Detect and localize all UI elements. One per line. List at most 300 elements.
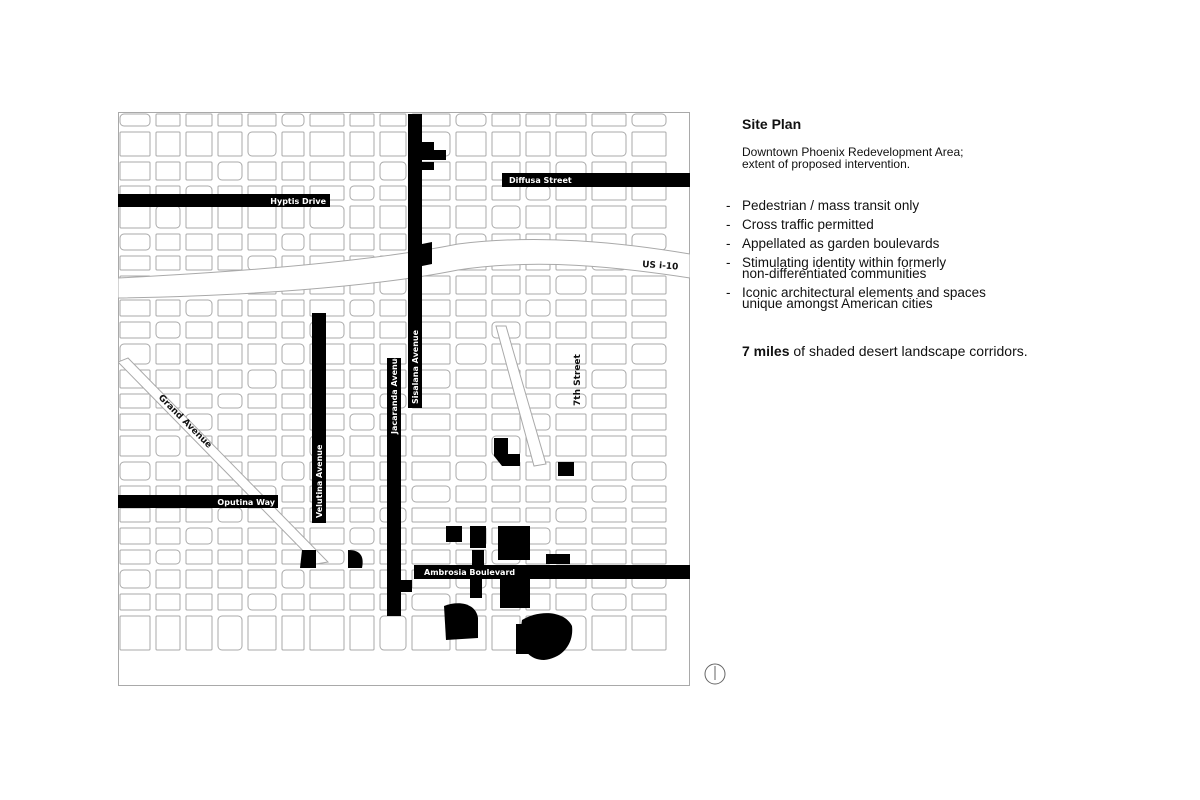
city-block bbox=[592, 370, 626, 388]
corridor-label: Ambrosia Boulevard bbox=[424, 568, 516, 577]
city-block bbox=[218, 394, 242, 408]
city-block bbox=[350, 370, 374, 388]
city-block bbox=[218, 132, 242, 156]
city-block bbox=[248, 132, 276, 156]
city-block bbox=[186, 132, 212, 156]
city-block bbox=[350, 234, 374, 250]
city-block bbox=[380, 616, 406, 650]
city-block bbox=[350, 114, 374, 126]
city-block bbox=[282, 436, 304, 456]
city-block bbox=[120, 550, 150, 564]
city-block bbox=[556, 528, 586, 544]
city-block bbox=[218, 206, 242, 228]
city-block bbox=[632, 300, 666, 316]
city-block bbox=[592, 186, 626, 200]
city-block bbox=[218, 234, 242, 250]
city-block bbox=[456, 300, 486, 316]
corridor-label: Oputina Way bbox=[217, 498, 275, 507]
city-block bbox=[350, 206, 374, 228]
city-block bbox=[186, 550, 212, 564]
city-block bbox=[310, 594, 344, 610]
city-block bbox=[218, 344, 242, 364]
city-block bbox=[218, 256, 242, 270]
city-block bbox=[632, 486, 666, 502]
city-block bbox=[218, 414, 242, 430]
city-block bbox=[218, 570, 242, 588]
landmark-building bbox=[472, 550, 484, 566]
city-block bbox=[556, 594, 586, 610]
corridor-hyptis-drive bbox=[118, 194, 330, 207]
landmark-building bbox=[300, 550, 316, 568]
city-block bbox=[556, 486, 586, 502]
corridor-label: Sisalana Avenue bbox=[411, 329, 420, 404]
corridor-label: Velutina Avenue bbox=[315, 444, 324, 518]
city-block bbox=[156, 300, 180, 316]
city-block bbox=[556, 436, 586, 456]
city-block bbox=[120, 462, 150, 480]
city-block bbox=[526, 508, 550, 522]
city-block bbox=[156, 256, 180, 270]
city-block bbox=[310, 162, 344, 180]
landmark-building bbox=[432, 150, 446, 160]
city-block bbox=[632, 436, 666, 456]
north-arrow-icon bbox=[704, 663, 726, 685]
city-block bbox=[632, 370, 666, 388]
city-block bbox=[310, 206, 344, 228]
city-block bbox=[350, 300, 374, 316]
city-block bbox=[282, 616, 304, 650]
legend-bullet-text: non-differentiated communities bbox=[742, 266, 927, 281]
city-block bbox=[456, 132, 486, 156]
city-block bbox=[282, 570, 304, 588]
legend-subtitle bbox=[742, 146, 1162, 170]
city-block bbox=[380, 186, 406, 200]
city-block bbox=[492, 114, 520, 126]
city-block bbox=[526, 186, 550, 200]
city-block bbox=[120, 594, 150, 610]
summary-statement bbox=[742, 343, 1162, 359]
city-block bbox=[632, 594, 666, 610]
corridor-sisalana-avenue bbox=[408, 114, 422, 408]
city-block bbox=[120, 132, 150, 156]
legend-bullet-item bbox=[726, 255, 1162, 281]
city-block bbox=[492, 186, 520, 200]
city-block bbox=[120, 206, 150, 228]
corridor-velutina-avenue bbox=[312, 313, 326, 523]
city-block bbox=[120, 508, 150, 522]
city-block bbox=[592, 486, 626, 502]
city-block bbox=[456, 508, 486, 522]
legend-bullet-text: Cross traffic permitted bbox=[742, 217, 874, 232]
city-block bbox=[526, 206, 550, 228]
city-block bbox=[156, 550, 180, 564]
city-block bbox=[156, 508, 180, 522]
city-block bbox=[218, 300, 242, 316]
city-block bbox=[592, 344, 626, 364]
city-block bbox=[492, 276, 520, 294]
city-block bbox=[156, 370, 180, 388]
city-block bbox=[592, 322, 626, 338]
city-block bbox=[492, 486, 520, 502]
bullet-dash: - bbox=[726, 236, 731, 251]
city-block bbox=[120, 570, 150, 588]
city-block bbox=[156, 162, 180, 180]
city-block bbox=[456, 162, 486, 180]
city-block bbox=[186, 114, 212, 126]
city-block bbox=[186, 300, 212, 316]
city-block bbox=[282, 594, 304, 610]
city-block bbox=[186, 344, 212, 364]
bullet-dash: - bbox=[726, 255, 731, 270]
city-block bbox=[156, 462, 180, 480]
city-block bbox=[248, 570, 276, 588]
city-block bbox=[310, 132, 344, 156]
city-block bbox=[218, 370, 242, 388]
city-block bbox=[526, 344, 550, 364]
city-block bbox=[592, 436, 626, 456]
landmark-building bbox=[516, 624, 530, 654]
city-block bbox=[120, 300, 150, 316]
legend-panel bbox=[726, 116, 1162, 359]
bullet-dash: - bbox=[726, 198, 731, 213]
city-block bbox=[492, 508, 520, 522]
city-block bbox=[186, 508, 212, 522]
city-block bbox=[248, 162, 276, 180]
city-block bbox=[456, 414, 486, 430]
city-block bbox=[156, 114, 180, 126]
city-block bbox=[492, 206, 520, 228]
city-block bbox=[186, 256, 212, 270]
city-block bbox=[632, 276, 666, 294]
city-block bbox=[186, 570, 212, 588]
city-block bbox=[310, 234, 344, 250]
city-block bbox=[282, 414, 304, 430]
city-block bbox=[120, 436, 150, 456]
city-block bbox=[592, 206, 626, 228]
city-block bbox=[350, 486, 374, 502]
city-block bbox=[186, 234, 212, 250]
city-block bbox=[492, 300, 520, 316]
city-block bbox=[120, 114, 150, 126]
corridor-label: Diffusa Street bbox=[509, 176, 572, 185]
city-block bbox=[350, 394, 374, 408]
city-block bbox=[526, 370, 550, 388]
city-block bbox=[526, 486, 550, 502]
summary-emphasis: 7 miles bbox=[742, 343, 790, 359]
city-block bbox=[218, 162, 242, 180]
corridor-oputina-way bbox=[118, 495, 278, 508]
city-block bbox=[248, 206, 276, 228]
corridor-label: Hyptis Drive bbox=[270, 197, 326, 206]
summary-text: of shaded desert landscape corridors. bbox=[789, 343, 1028, 359]
city-block bbox=[156, 570, 180, 588]
city-block bbox=[218, 508, 242, 522]
city-block bbox=[412, 528, 450, 544]
city-block bbox=[248, 370, 276, 388]
city-block bbox=[592, 462, 626, 480]
site-plan-map bbox=[118, 112, 690, 686]
city-block bbox=[456, 370, 486, 388]
city-block bbox=[282, 462, 304, 480]
city-block bbox=[218, 594, 242, 610]
city-block bbox=[456, 186, 486, 200]
city-block bbox=[186, 462, 212, 480]
city-block bbox=[412, 616, 450, 650]
city-block bbox=[556, 414, 586, 430]
city-block bbox=[632, 344, 666, 364]
landmark-building bbox=[546, 554, 570, 564]
city-block bbox=[350, 508, 374, 522]
city-block bbox=[556, 132, 586, 156]
city-block bbox=[156, 234, 180, 250]
city-block bbox=[248, 114, 276, 126]
seventh-street-label: 7th Street bbox=[573, 354, 583, 406]
legend-bullet-list bbox=[726, 198, 1162, 311]
legend-bullet-text: Iconic architectural elements and spaces bbox=[742, 285, 986, 300]
city-block bbox=[456, 344, 486, 364]
city-block bbox=[380, 234, 406, 250]
city-block bbox=[592, 114, 626, 126]
city-block bbox=[556, 300, 586, 316]
legend-bullet-text: unique amongst American cities bbox=[742, 296, 933, 311]
city-block bbox=[248, 616, 276, 650]
city-block bbox=[632, 206, 666, 228]
landmark-building bbox=[444, 603, 478, 640]
legend-subtitle-line: extent of proposed intervention. bbox=[742, 157, 911, 171]
city-block bbox=[632, 114, 666, 126]
city-block bbox=[350, 132, 374, 156]
city-block bbox=[380, 300, 406, 316]
city-block bbox=[492, 414, 520, 430]
city-block bbox=[556, 508, 586, 522]
city-block bbox=[526, 114, 550, 126]
city-block bbox=[380, 114, 406, 126]
city-block bbox=[632, 322, 666, 338]
city-block bbox=[156, 344, 180, 364]
city-block bbox=[120, 256, 150, 270]
city-block bbox=[556, 114, 586, 126]
landmark-buildings bbox=[300, 142, 574, 660]
city-block bbox=[412, 462, 450, 480]
city-block bbox=[350, 616, 374, 650]
city-block bbox=[186, 370, 212, 388]
city-block bbox=[632, 616, 666, 650]
city-block bbox=[456, 114, 486, 126]
legend-title: Site Plan bbox=[742, 116, 802, 132]
city-block bbox=[186, 206, 212, 228]
city-block bbox=[120, 616, 150, 650]
landmark-building bbox=[500, 574, 530, 608]
city-block bbox=[632, 414, 666, 430]
city-block bbox=[350, 186, 374, 200]
city-block bbox=[156, 322, 180, 338]
city-block bbox=[632, 508, 666, 522]
city-block bbox=[350, 344, 374, 364]
city-block bbox=[456, 462, 486, 480]
city-block bbox=[350, 594, 374, 610]
city-block bbox=[156, 616, 180, 650]
city-block bbox=[456, 276, 486, 294]
city-block bbox=[248, 234, 276, 250]
city-block bbox=[310, 114, 344, 126]
city-block bbox=[282, 132, 304, 156]
city-block bbox=[186, 528, 212, 544]
city-block bbox=[282, 370, 304, 388]
city-block bbox=[632, 186, 666, 200]
landmark-building bbox=[470, 578, 482, 598]
city-block bbox=[282, 300, 304, 316]
city-block bbox=[156, 594, 180, 610]
city-block bbox=[156, 206, 180, 228]
city-block bbox=[592, 394, 626, 408]
grand-avenue-label: Grand Avenue bbox=[155, 393, 214, 451]
city-block bbox=[186, 322, 212, 338]
city-block bbox=[592, 300, 626, 316]
legend-bullet-item bbox=[726, 285, 1162, 311]
city-block bbox=[120, 322, 150, 338]
city-block bbox=[350, 570, 374, 588]
city-block bbox=[120, 234, 150, 250]
city-block bbox=[248, 594, 276, 610]
city-block bbox=[456, 394, 486, 408]
city-block bbox=[282, 234, 304, 250]
freeway-us-i10 bbox=[118, 239, 690, 298]
legend-bullet-text: Pedestrian / mass transit only bbox=[742, 198, 920, 213]
city-block bbox=[380, 132, 406, 156]
city-block bbox=[186, 594, 212, 610]
landmark-building bbox=[498, 526, 530, 560]
landmark-building bbox=[422, 242, 432, 266]
city-block bbox=[248, 300, 276, 316]
city-block bbox=[380, 162, 406, 180]
legend-bullet-text: Appellated as garden boulevards bbox=[742, 236, 940, 251]
city-block bbox=[592, 132, 626, 156]
city-block bbox=[282, 206, 304, 228]
city-block bbox=[156, 436, 180, 456]
city-block bbox=[592, 414, 626, 430]
city-block bbox=[186, 162, 212, 180]
city-block bbox=[412, 414, 450, 430]
city-block bbox=[248, 436, 276, 456]
city-block bbox=[248, 394, 276, 408]
landmark-building bbox=[470, 526, 486, 548]
city-block bbox=[592, 616, 626, 650]
landmark-building bbox=[420, 142, 434, 160]
city-block bbox=[248, 322, 276, 338]
city-block bbox=[380, 206, 406, 228]
city-block bbox=[310, 616, 344, 650]
city-block bbox=[120, 528, 150, 544]
city-block bbox=[526, 322, 550, 338]
city-block bbox=[248, 462, 276, 480]
landmark-building bbox=[348, 550, 363, 568]
city-block bbox=[248, 528, 276, 544]
city-block bbox=[218, 114, 242, 126]
city-block bbox=[592, 550, 626, 564]
city-block bbox=[492, 132, 520, 156]
city-block bbox=[412, 486, 450, 502]
legend-subtitle-line: Downtown Phoenix Redevelopment Area; bbox=[742, 145, 964, 159]
city-block bbox=[248, 414, 276, 430]
city-block bbox=[380, 322, 406, 338]
legend-bullet-item bbox=[726, 217, 1162, 232]
city-block bbox=[412, 550, 450, 564]
city-block bbox=[412, 508, 450, 522]
city-block bbox=[492, 616, 520, 650]
city-block bbox=[282, 322, 304, 338]
city-block bbox=[248, 344, 276, 364]
city-block bbox=[218, 528, 242, 544]
city-block bbox=[282, 394, 304, 408]
city-block bbox=[632, 528, 666, 544]
city-block bbox=[592, 594, 626, 610]
city-block bbox=[456, 206, 486, 228]
city-block bbox=[120, 414, 150, 430]
city-block bbox=[186, 394, 212, 408]
landmark-building bbox=[558, 462, 574, 476]
city-block bbox=[282, 114, 304, 126]
city-block bbox=[282, 486, 304, 502]
city-block bbox=[350, 528, 374, 544]
city-block bbox=[282, 344, 304, 364]
bullet-dash: - bbox=[726, 285, 731, 300]
corridor-diffusa-street bbox=[502, 173, 690, 187]
freeway-label: US i-10 bbox=[641, 260, 679, 273]
city-block bbox=[350, 462, 374, 480]
city-block bbox=[456, 436, 486, 456]
city-block bbox=[556, 276, 586, 294]
legend-bullet-item bbox=[726, 198, 1162, 213]
city-block bbox=[526, 132, 550, 156]
city-block bbox=[632, 462, 666, 480]
city-block bbox=[310, 528, 344, 544]
bullet-dash: - bbox=[726, 217, 731, 232]
city-block bbox=[218, 616, 242, 650]
city-block bbox=[526, 276, 550, 294]
city-block bbox=[248, 550, 276, 564]
city-block bbox=[218, 322, 242, 338]
city-block bbox=[592, 276, 626, 294]
city-block bbox=[350, 436, 374, 456]
city-block bbox=[412, 436, 450, 456]
city-block bbox=[556, 206, 586, 228]
city-block bbox=[156, 132, 180, 156]
city-block bbox=[310, 570, 344, 588]
city-block bbox=[556, 322, 586, 338]
city-block bbox=[120, 394, 150, 408]
corridor-ambrosia-boulevard bbox=[414, 565, 690, 579]
legend-bullet-text: Stimulating identity within formerly bbox=[742, 255, 947, 270]
city-block bbox=[350, 414, 374, 430]
landmark-building bbox=[446, 526, 462, 542]
city-block bbox=[282, 162, 304, 180]
legend-bullet-item bbox=[726, 236, 1162, 251]
city-block bbox=[156, 528, 180, 544]
city-block bbox=[556, 186, 586, 200]
city-block bbox=[526, 300, 550, 316]
city-block bbox=[632, 550, 666, 564]
city-block bbox=[186, 616, 212, 650]
corridor-label: Jacaranda Avenue bbox=[390, 353, 399, 434]
landmark-building bbox=[422, 162, 434, 170]
city-block bbox=[120, 162, 150, 180]
city-block bbox=[350, 322, 374, 338]
city-block bbox=[456, 486, 486, 502]
city-block bbox=[632, 132, 666, 156]
city-block bbox=[218, 550, 242, 564]
city-block bbox=[632, 394, 666, 408]
city-block bbox=[592, 508, 626, 522]
